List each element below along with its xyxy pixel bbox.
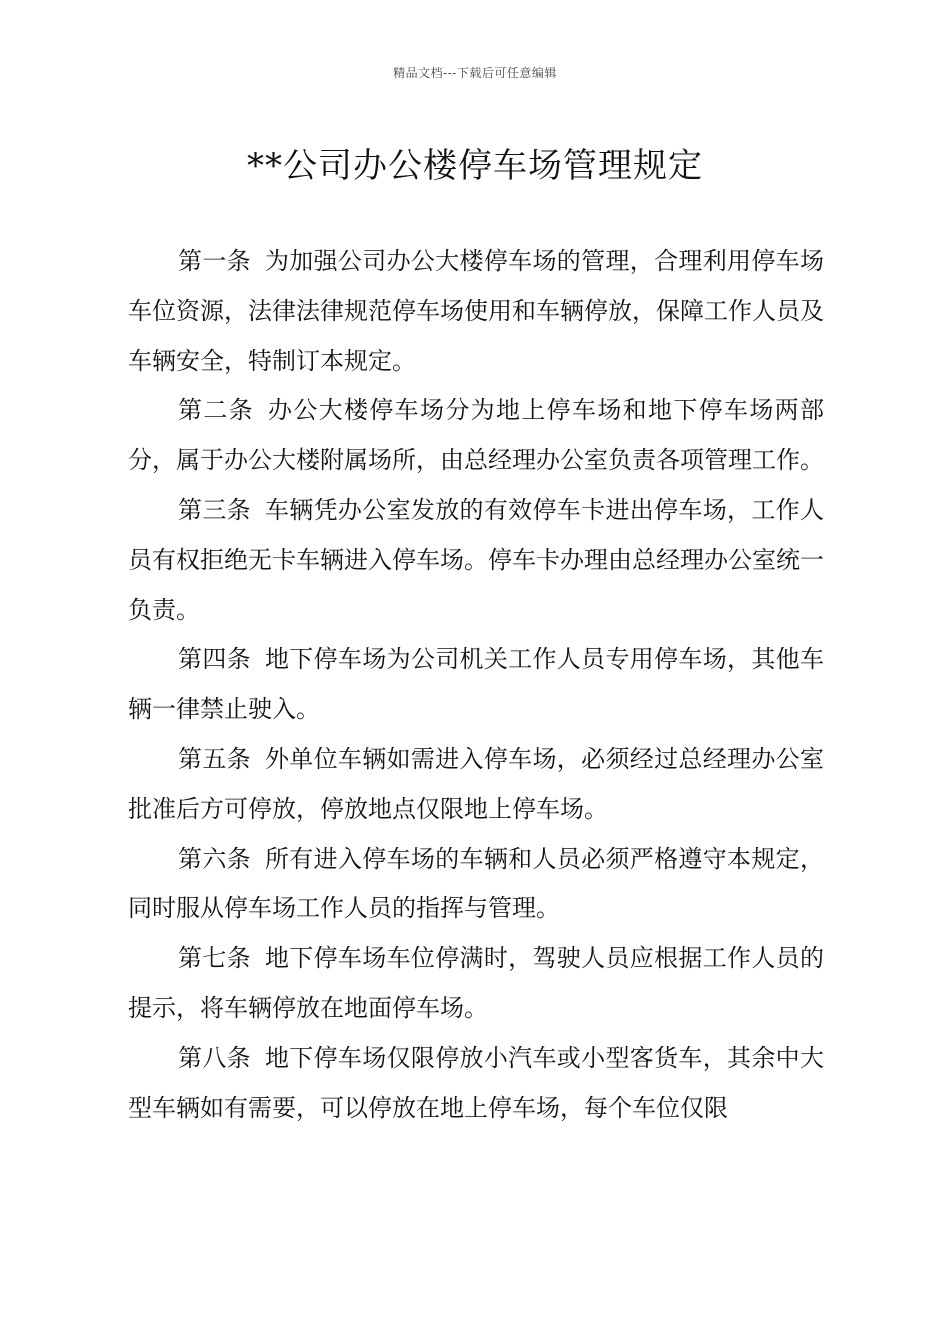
article-text: 地下停车场仅限停放小汽车或小型客货车，其余中大型车辆如有需要，可以停放在地上停车场，每个车位仅限: [128, 1043, 825, 1122]
article-text: 车辆凭办公室发放的有效停车卡进出停车场，工作人员有权拒绝无卡车辆进入停车场。停车卡办理由总经理办公室统一负责。: [128, 495, 825, 624]
article-number: 第一条: [178, 247, 251, 275]
article-2: [128, 386, 824, 486]
article-5: [128, 735, 824, 835]
article-3: [128, 486, 824, 635]
article-text: 外单位车辆如需进入停车场，必须经过总经理办公室批准后方可停放，停放地点仅限地上停车场。: [128, 744, 825, 823]
article-8: [128, 1034, 824, 1134]
article-text: 为加强公司办公大楼停车场的管理，合理利用停车场车位资源，法律法律规范停车场使用和车辆停放，保障工作人员及车辆安全，特制订本规定。: [128, 247, 825, 375]
article-6: [128, 835, 824, 935]
article-text: 地下停车场为公司机关工作人员专用停车场，其他车辆一律禁止驶入。: [128, 645, 825, 724]
article-number: 第六条: [178, 844, 251, 873]
article-4: [128, 635, 824, 735]
article-text: 办公大楼停车场分为地上停车场和地下停车场两部分，属于办公大楼附属场所，由总经理办公室负责各项管理工作。: [128, 396, 824, 475]
article-number: 第三条: [178, 495, 251, 524]
article-7: [128, 934, 824, 1034]
article-text: 所有进入停车场的车辆和人员必须严格遵守本规定，同时服从停车场工作人员的指挥与管理。: [128, 844, 825, 923]
article-1: [128, 237, 824, 386]
article-number: 第二条: [178, 396, 254, 425]
article-number: 第四条: [178, 645, 251, 674]
article-text: 地下停车场车位停满时，驾驶人员应根据工作人员的提示，将车辆停放在地面停车场。: [128, 944, 825, 1022]
document-body: [128, 237, 824, 1133]
document-title: **公司办公楼停车场管理规定: [247, 146, 703, 186]
article-number: 第八条: [178, 1043, 251, 1072]
header-note: 精品文档---下载后可任意编辑: [393, 66, 557, 80]
article-number: 第五条: [178, 744, 251, 773]
article-number: 第七条: [178, 944, 251, 973]
